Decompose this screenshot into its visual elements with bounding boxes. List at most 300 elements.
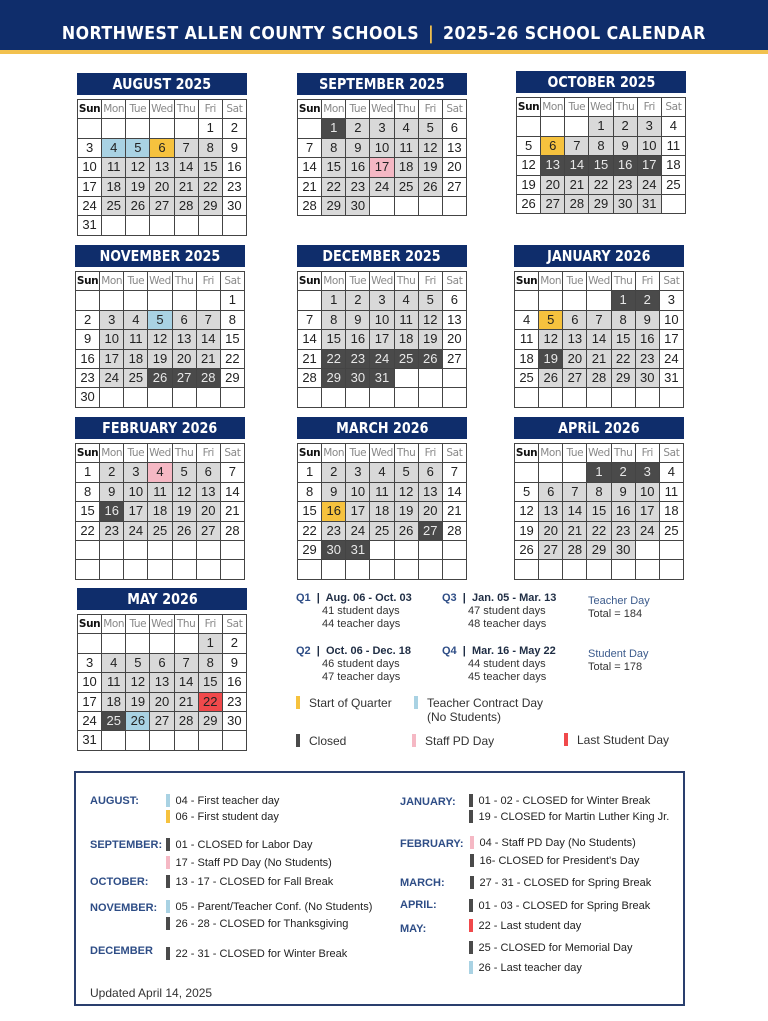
weekday-header: Mon xyxy=(102,615,126,634)
note-text: 16- CLOSED for President's Day xyxy=(479,854,640,867)
weekday-header: Sun xyxy=(298,272,322,291)
weekday-header: Sun xyxy=(298,444,322,463)
day-cell: 29 xyxy=(199,197,223,216)
day-cell: 18 xyxy=(395,330,419,349)
day-cell: 23 xyxy=(223,178,247,197)
day-cell: 29 xyxy=(589,195,613,214)
empty-cell xyxy=(636,388,660,407)
legend-label-sub: (No Students) xyxy=(427,710,502,724)
note-text: 05 - Parent/Teacher Conf. (No Students) xyxy=(175,900,373,913)
weekday-header: Thu xyxy=(395,100,419,119)
empty-cell xyxy=(124,388,148,407)
legend-label: Staff PD Day xyxy=(425,734,495,748)
empty-cell xyxy=(78,119,102,138)
title-separator: | xyxy=(428,23,435,44)
day-cell: 6 xyxy=(443,119,467,138)
note-item xyxy=(166,900,372,913)
note-month-december: DECEMBER xyxy=(90,945,153,957)
day-cell: 25 xyxy=(102,197,126,216)
day-cell: 14 xyxy=(298,158,322,177)
note-text: 22 - 31 - CLOSED for Winter Break xyxy=(175,947,348,960)
empty-cell xyxy=(563,291,587,310)
month-title-text: MAY 2026 xyxy=(126,590,198,608)
day-cell: 30 xyxy=(636,369,660,388)
day-cell: 5 xyxy=(515,483,539,502)
day-cell: 31 xyxy=(660,369,684,388)
empty-cell xyxy=(419,560,443,579)
day-cell: 22 xyxy=(322,178,346,197)
day-cell: 24 xyxy=(370,178,394,197)
day-cell: 6 xyxy=(419,463,443,482)
note-text: 01 - 02 - CLOSED for Winter Break xyxy=(478,794,651,807)
empty-cell xyxy=(221,560,245,579)
day-cell: 22 xyxy=(221,350,245,369)
empty-cell xyxy=(102,216,126,235)
day-cell: 30 xyxy=(612,541,636,560)
empty-cell xyxy=(419,541,443,560)
empty-cell xyxy=(587,388,611,407)
empty-cell xyxy=(322,560,346,579)
empty-cell xyxy=(419,369,443,388)
day-cell: 15 xyxy=(76,502,100,521)
empty-cell xyxy=(612,560,636,579)
day-cell: 24 xyxy=(124,522,148,541)
note-month-august: AUGUST: xyxy=(90,795,139,807)
day-cell: 11 xyxy=(370,483,394,502)
day-cell: 10 xyxy=(370,139,394,158)
closed-marker-icon xyxy=(166,917,170,930)
day-cell: 12 xyxy=(539,330,563,349)
day-cell: 12 xyxy=(419,139,443,158)
day-cell: 14 xyxy=(175,158,199,177)
day-cell: 25 xyxy=(102,712,126,731)
month-title-text: SEPTEMBER 2025 xyxy=(319,75,445,93)
day-cell: 22 xyxy=(612,350,636,369)
day-cell: 28 xyxy=(443,522,467,541)
teacher-days: 44 teacher days xyxy=(322,618,401,630)
day-cell: 5 xyxy=(539,311,563,330)
weekday-header: Thu xyxy=(614,98,638,117)
empty-cell xyxy=(515,388,539,407)
empty-cell xyxy=(660,541,684,560)
month-grid xyxy=(297,271,467,408)
quarter-label: Q2 xyxy=(296,645,311,657)
day-cell: 13 xyxy=(197,483,221,502)
day-cell: 17 xyxy=(370,330,394,349)
day-cell: 19 xyxy=(126,178,150,197)
day-cell: 27 xyxy=(563,369,587,388)
day-cell: 7 xyxy=(565,137,589,156)
day-cell: 9 xyxy=(346,139,370,158)
day-cell: 26 xyxy=(173,522,197,541)
day-cell: 14 xyxy=(443,483,467,502)
day-cell: 13 xyxy=(173,330,197,349)
weekday-header: Thu xyxy=(612,444,636,463)
legend-closed xyxy=(296,734,346,748)
day-cell: 22 xyxy=(298,522,322,541)
day-cell: 5 xyxy=(173,463,197,482)
day-cell: 3 xyxy=(638,117,662,136)
empty-cell xyxy=(612,388,636,407)
day-cell: 1 xyxy=(199,119,223,138)
empty-cell xyxy=(102,119,126,138)
day-cell: 30 xyxy=(614,195,638,214)
day-cell: 4 xyxy=(148,463,172,482)
weekday-header: Tue xyxy=(124,444,148,463)
day-cell: 8 xyxy=(221,311,245,330)
day-cell: 3 xyxy=(124,463,148,482)
quarter-q1: Q1 | Aug. 06 - Oct. 03 41 student days 44 teacher days xyxy=(296,592,412,630)
teacher-contract-swatch-icon xyxy=(414,696,418,709)
empty-cell xyxy=(541,117,565,136)
day-cell: 23 xyxy=(346,178,370,197)
empty-cell xyxy=(370,197,394,216)
teacher-days: 45 teacher days xyxy=(468,671,547,683)
empty-cell xyxy=(539,463,563,482)
day-cell: 25 xyxy=(395,350,419,369)
note-text: 04 - First teacher day xyxy=(175,794,280,807)
note-text: 01 - 03 - CLOSED for Spring Break xyxy=(478,899,651,912)
day-cell: 11 xyxy=(102,158,126,177)
empty-cell xyxy=(76,291,100,310)
day-cell: 17 xyxy=(346,502,370,521)
empty-cell xyxy=(660,560,684,579)
weekday-header: Sun xyxy=(515,444,539,463)
empty-cell xyxy=(660,388,684,407)
day-cell: 31 xyxy=(78,731,102,750)
day-cell: 21 xyxy=(565,176,589,195)
day-cell: 24 xyxy=(78,712,102,731)
weekday-header: Sun xyxy=(78,615,102,634)
note-month-october: OCTOBER: xyxy=(90,876,149,888)
district-name: NORTHWEST ALLEN COUNTY SCHOOLS xyxy=(62,23,420,44)
staff-pd-marker-icon xyxy=(470,836,474,849)
weekday-header: Mon xyxy=(102,100,126,119)
note-text: 17 - Staff PD Day (No Students) xyxy=(175,856,332,869)
day-cell: 16 xyxy=(322,502,346,521)
day-cell: 14 xyxy=(298,330,322,349)
day-cell: 18 xyxy=(515,350,539,369)
day-cell: 20 xyxy=(419,502,443,521)
empty-cell xyxy=(124,291,148,310)
day-cell: 14 xyxy=(565,156,589,175)
empty-cell xyxy=(126,634,150,653)
day-cell: 25 xyxy=(662,176,686,195)
empty-cell xyxy=(173,388,197,407)
day-cell: 24 xyxy=(636,522,660,541)
empty-cell xyxy=(221,388,245,407)
note-text: 13 - 17 - CLOSED for Fall Break xyxy=(175,875,334,888)
empty-cell xyxy=(563,463,587,482)
weekday-header: Fri xyxy=(197,272,221,291)
empty-cell xyxy=(102,731,126,750)
teacher-contract-marker-icon xyxy=(166,900,170,913)
day-cell: 17 xyxy=(78,178,102,197)
weekday-header: Sun xyxy=(298,100,322,119)
day-cell: 6 xyxy=(173,311,197,330)
empty-cell xyxy=(395,560,419,579)
day-cell: 14 xyxy=(587,330,611,349)
empty-cell xyxy=(100,541,124,560)
empty-cell xyxy=(395,388,419,407)
day-cell: 6 xyxy=(150,654,174,673)
day-cell: 28 xyxy=(197,369,221,388)
note-month-january: JANUARY: xyxy=(400,796,456,808)
empty-cell xyxy=(662,195,686,214)
day-cell: 30 xyxy=(346,197,370,216)
day-cell: 23 xyxy=(223,693,247,712)
day-cell: 16 xyxy=(636,330,660,349)
day-cell: 21 xyxy=(563,522,587,541)
note-item xyxy=(470,836,636,849)
empty-cell xyxy=(175,634,199,653)
empty-cell xyxy=(419,197,443,216)
day-cell: 21 xyxy=(197,350,221,369)
day-cell: 22 xyxy=(199,178,223,197)
closed-swatch-icon xyxy=(296,734,300,747)
month-grid xyxy=(77,614,247,751)
weekday-header: Sat xyxy=(221,444,245,463)
empty-cell xyxy=(126,216,150,235)
day-cell: 8 xyxy=(76,483,100,502)
day-cell: 10 xyxy=(638,137,662,156)
day-cell: 1 xyxy=(322,291,346,310)
day-cell: 16 xyxy=(346,330,370,349)
weekday-header: Wed xyxy=(370,100,394,119)
legend-label: Start of Quarter xyxy=(309,696,392,710)
closed-marker-icon xyxy=(469,794,473,807)
month-title-text: MARCH 2026 xyxy=(335,419,429,437)
day-cell: 9 xyxy=(100,483,124,502)
day-cell: 24 xyxy=(346,522,370,541)
weekday-header: Wed xyxy=(150,100,174,119)
note-text: 19 - CLOSED for Martin Luther King Jr. xyxy=(478,810,670,823)
teacher-days: 48 teacher days xyxy=(468,618,547,630)
day-cell: 12 xyxy=(515,502,539,521)
day-cell: 27 xyxy=(197,522,221,541)
empty-cell xyxy=(173,541,197,560)
day-cell: 31 xyxy=(78,216,102,235)
weekday-header: Tue xyxy=(563,272,587,291)
day-cell: 15 xyxy=(221,330,245,349)
day-cell: 26 xyxy=(419,178,443,197)
month-title-text: AUGUST 2025 xyxy=(112,75,212,93)
day-cell: 15 xyxy=(587,502,611,521)
day-cell: 27 xyxy=(541,195,565,214)
empty-cell xyxy=(223,216,247,235)
day-cell: 5 xyxy=(126,654,150,673)
note-item xyxy=(469,919,581,932)
weekday-header: Sat xyxy=(660,272,684,291)
day-cell: 3 xyxy=(78,139,102,158)
day-cell: 10 xyxy=(78,673,102,692)
quarter-range: Jan. 05 - Mar. 13 xyxy=(472,592,557,604)
day-cell: 31 xyxy=(346,541,370,560)
day-cell: 21 xyxy=(221,502,245,521)
day-cell: 4 xyxy=(395,291,419,310)
day-cell: 10 xyxy=(660,311,684,330)
weekday-header: Sat xyxy=(443,444,467,463)
teacher-contract-marker-icon xyxy=(469,961,473,974)
day-cell: 16 xyxy=(76,350,100,369)
day-cell: 3 xyxy=(636,463,660,482)
day-cell: 13 xyxy=(443,139,467,158)
note-month-may: MAY: xyxy=(400,923,427,935)
day-cell: 2 xyxy=(636,291,660,310)
closed-marker-icon xyxy=(469,941,473,954)
empty-cell xyxy=(539,291,563,310)
weekday-header: Wed xyxy=(587,444,611,463)
empty-cell xyxy=(199,216,223,235)
day-cell: 23 xyxy=(636,350,660,369)
day-cell: 6 xyxy=(563,311,587,330)
day-cell: 21 xyxy=(298,350,322,369)
day-cell: 8 xyxy=(322,139,346,158)
legend-label: Closed xyxy=(309,734,347,748)
day-cell: 17 xyxy=(660,330,684,349)
weekday-header: Mon xyxy=(322,444,346,463)
empty-cell xyxy=(126,119,150,138)
day-cell: 13 xyxy=(150,673,174,692)
day-cell: 20 xyxy=(197,502,221,521)
note-month-february: FEBRUARY: xyxy=(400,838,464,850)
weekday-header: Sun xyxy=(78,100,102,119)
day-cell: 16 xyxy=(223,158,247,177)
day-cell: 6 xyxy=(541,137,565,156)
month-title-text: FEBRUARY 2026 xyxy=(102,419,218,437)
weekday-header: Mon xyxy=(100,272,124,291)
empty-cell xyxy=(322,388,346,407)
quarter-q4: Q4 | Mar. 16 - May 22 44 student days 45 teacher days xyxy=(442,645,556,683)
weekday-header: Wed xyxy=(148,272,172,291)
weekday-header: Sat xyxy=(223,100,247,119)
calendar-title: 2025-26 SCHOOL CALENDAR xyxy=(443,23,706,44)
weekday-header: Sun xyxy=(76,444,100,463)
important-dates-box xyxy=(74,771,685,1006)
day-cell: 8 xyxy=(589,137,613,156)
weekday-header: Sat xyxy=(662,98,686,117)
day-cell: 10 xyxy=(100,330,124,349)
day-cell: 20 xyxy=(563,350,587,369)
day-cell: 18 xyxy=(124,350,148,369)
weekday-header: Sun xyxy=(515,272,539,291)
day-cell: 21 xyxy=(587,350,611,369)
day-cell: 27 xyxy=(539,541,563,560)
day-cell: 8 xyxy=(322,311,346,330)
weekday-header: Thu xyxy=(395,444,419,463)
month-calendar xyxy=(514,245,684,408)
page-banner xyxy=(0,0,768,54)
weekday-header: Sat xyxy=(223,615,247,634)
student-days: 44 student days xyxy=(468,658,546,670)
weekday-header: Sun xyxy=(76,272,100,291)
day-cell: 5 xyxy=(148,311,172,330)
empty-cell xyxy=(102,634,126,653)
empty-cell xyxy=(150,634,174,653)
day-cell: 10 xyxy=(346,483,370,502)
day-cell: 21 xyxy=(175,693,199,712)
day-cell: 10 xyxy=(636,483,660,502)
day-cell: 7 xyxy=(175,139,199,158)
month-grid xyxy=(516,97,686,214)
day-cell: 9 xyxy=(223,139,247,158)
weekday-header: Tue xyxy=(126,100,150,119)
day-cell: 18 xyxy=(660,502,684,521)
day-cell: 11 xyxy=(395,139,419,158)
day-cell: 13 xyxy=(539,502,563,521)
last-student-day-swatch-icon xyxy=(564,733,568,746)
day-cell: 24 xyxy=(100,369,124,388)
day-cell: 2 xyxy=(100,463,124,482)
day-cell: 23 xyxy=(614,176,638,195)
note-text: 04 - Staff PD Day (No Students) xyxy=(479,836,636,849)
empty-cell xyxy=(175,119,199,138)
day-cell: 6 xyxy=(150,139,174,158)
weekday-header: Tue xyxy=(126,615,150,634)
day-cell: 21 xyxy=(175,178,199,197)
day-cell: 26 xyxy=(148,369,172,388)
legend-label: Teacher Contract Day xyxy=(427,696,544,710)
quarter-q3: Q3 | Jan. 05 - Mar. 13 47 student days 48 teacher days xyxy=(442,592,557,630)
empty-cell xyxy=(76,541,100,560)
weekday-header: Tue xyxy=(346,100,370,119)
teacher-days: 47 teacher days xyxy=(322,671,401,683)
day-cell: 10 xyxy=(370,311,394,330)
staff-pd-swatch-icon xyxy=(412,734,416,747)
day-cell: 11 xyxy=(124,330,148,349)
day-cell: 12 xyxy=(148,330,172,349)
day-cell: 6 xyxy=(443,291,467,310)
day-cell: 5 xyxy=(419,119,443,138)
weekday-header: Wed xyxy=(589,98,613,117)
month-title xyxy=(75,245,245,267)
day-cell: 27 xyxy=(150,712,174,731)
day-cell: 28 xyxy=(221,522,245,541)
day-cell: 13 xyxy=(150,158,174,177)
note-text: 01 - CLOSED for Labor Day xyxy=(175,838,313,851)
day-cell: 4 xyxy=(660,463,684,482)
student-day-total xyxy=(588,648,649,674)
closed-marker-icon xyxy=(470,876,474,889)
month-title xyxy=(77,588,247,610)
note-item xyxy=(166,810,279,823)
legend-teacher-contract xyxy=(414,696,543,724)
empty-cell xyxy=(148,291,172,310)
closed-marker-icon xyxy=(166,947,170,960)
empty-cell xyxy=(298,560,322,579)
teacher-total-value: Total = 184 xyxy=(588,608,643,620)
day-cell: 18 xyxy=(395,158,419,177)
weekday-header: Thu xyxy=(612,272,636,291)
empty-cell xyxy=(199,731,223,750)
empty-cell xyxy=(563,560,587,579)
day-cell: 27 xyxy=(443,178,467,197)
empty-cell xyxy=(539,560,563,579)
day-cell: 5 xyxy=(126,139,150,158)
day-cell: 19 xyxy=(517,176,541,195)
note-text: 27 - 31 - CLOSED for Spring Break xyxy=(479,876,652,889)
day-cell: 12 xyxy=(126,673,150,692)
day-cell: 2 xyxy=(612,463,636,482)
day-cell: 18 xyxy=(102,693,126,712)
day-cell: 11 xyxy=(395,311,419,330)
day-cell: 17 xyxy=(78,693,102,712)
day-cell: 28 xyxy=(175,712,199,731)
start-of-quarter-swatch-icon xyxy=(296,696,300,709)
day-cell: 31 xyxy=(638,195,662,214)
weekday-header: Fri xyxy=(197,444,221,463)
day-cell: 19 xyxy=(419,158,443,177)
